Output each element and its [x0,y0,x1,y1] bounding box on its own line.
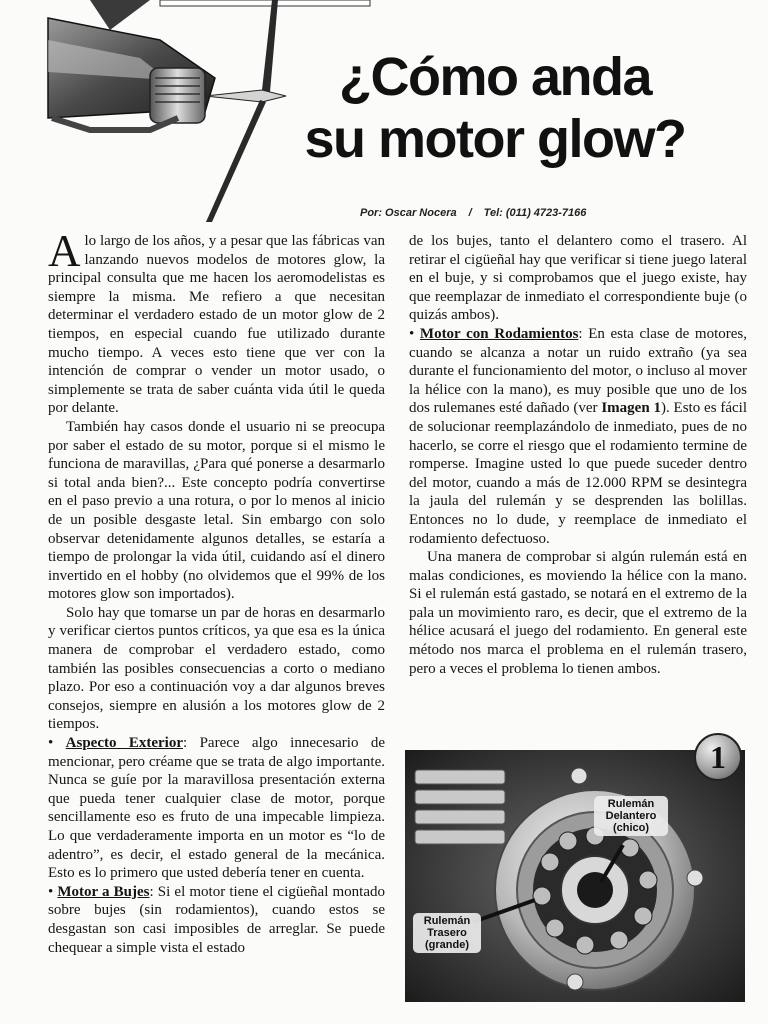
byline: Por: Oscar Nocera / Tel: (011) 4723-7166 [360,207,587,219]
paragraph: Una manera de comprobar si algún rulemán está en malas condiciones, es moviendo la hélice con la mano. Si el rulemán está gastado, se notará en el extremo de la pala un movimiento raro, es decir, que el extremo de la hélice acusará el juego del rodamiento. En general este método nos marca el problema en el rulemán trasero, pero a veces el problema lo tienen ambos. [409,549,747,677]
bullet-aspecto-exterior: • Aspecto Exterior: Parece algo innecesario de mencionar, pero créame que se trata de algo importante. Nunca se guíe por la maravillosa presentación externa que pueda tener cualquier clase de motor, porque sencillamente eso es fruto de una impecable limpieza. Lo que verdaderamente importa en un motor es “lo de adentro”, es decir, el estado general de la mecánica. Esto es lo primero que usted debería tener en cuenta. [48,735,385,882]
bullet-motor-con-rodamientos: • Motor con Rodamientos: En esta clase de motores, cuando se alcanza a notar un ruido extraño (ya sea durante el funcionamiento del motor, o incluso al mover la hélice con la mano), es muy posible que uno de los dos rulemanes esté dañado (ver Imagen 1). Esto es fácil de solucionar reemplazándolo de inmediato, pues de no hacerlo, se corre el riesgo que el rodamiento termine de romperse. Imagine usted lo que puede suceder dentro del motor, cuando a más de 12.000 RPM se desintegra la jaula del rulemán y se desprenden las bolillas. Entonces no lo dude, y reemplace de inmediato el rodamiento defectuoso. [409,325,747,547]
paragraph: Alo largo de los años, y a pesar que las fábricas van lanzando nuevos modelos de motores glow, la principal consulta que me hacen los aeromodelistas es siempre la misma. Me refiero a que necesitan determinar el verdadero estado de un motor glow de 2 tiempos, en especial cuando fue utilizado durante mucho tiempo. A veces esto tiene que ver con la intención de comprar o vender un motor usado, o simplemente se trata de saber cuánta vida útil le queda por delante. [48,226,385,417]
image-reference: Imagen 1 [601,400,661,417]
drop-cap: A [48,226,81,276]
paragraph: de los bujes, tanto el delantero como el trasero. Al retirar el cigüeñal hay que verificar si tiene juego lateral en el buje, y si comprobamos que el juego existe, hay que reemplazar de inmediato el correspondiente buje (o quizás ambos). [409,233,747,324]
column-right [409,232,747,678]
engine-bearing-image [405,750,745,1002]
column-left [48,226,385,957]
paragraph: Solo hay que tomarse un par de horas en desarmarlo y verificar ciertos puntos críticos, ya que esa es la única manera de comprobar el verdadero estado, como también las posibles consecuencias a corto o mediano plazo. Por eso a continuación voy a dar algunos breves consejos, siempre en alusión a los motores glow de 2 tiempos. [48,604,385,733]
bullet-title: Motor a Bujes [57,883,150,900]
label-rear-bearing: Rulemán Trasero (grande) [413,913,481,953]
author: Por: Oscar Nocera [360,207,457,219]
title-line-2: su motor glow? [304,109,686,169]
bullet-title: Motor con Rodamientos [419,325,579,342]
phone: Tel: (011) 4723-7166 [483,207,587,219]
title-line-1: ¿Cómo anda [338,47,651,107]
bullet-motor-a-bujes: • Motor a Bujes: Si el motor tiene el cigüeñal montado sobre bujes (sin rodamientos), cuando estos se desgastan son casi imposibles de arreglar. Se puede chequear a simple vista el estado [48,883,385,956]
article-title [260,46,730,170]
engine-photo [405,750,745,1002]
bullet-title: Aspecto Exterior [65,735,184,752]
header [0,0,768,225]
label-front-bearing: Rulemán Delantero (chico) [594,796,668,836]
paragraph: También hay casos donde el usuario ni se preocupa por saber el estado de su motor, porque si el mismo le funciona de maravillas, ¿Para qué ponerse a desarmarlo si total anda bien?... Este concepto podría convertirse en el paso previo a una rotura, o por lo menos al inicio de un posible desgaste letal. Sin embargo con solo observar detenidamente algunos detalles, se estaría a tiempo de prolongar la vida útil, cuidando así el dinero invertido en el hobby (no olvidemos que el 99% de los motores glow son importados). [48,418,385,603]
image-number-badge: 1 [694,733,742,781]
